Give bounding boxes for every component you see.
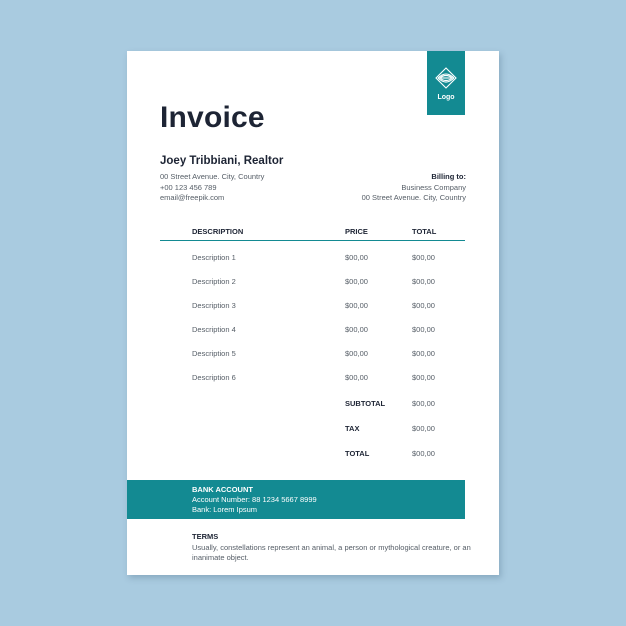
subtotal-value: $00,00 xyxy=(412,399,435,408)
row-price: $00,00 xyxy=(345,325,368,334)
row-total: $00,00 xyxy=(412,325,435,334)
table-row xyxy=(127,349,499,361)
subtotal-row xyxy=(127,399,499,411)
sender-details xyxy=(160,172,264,204)
bank-name: Bank: Lorem Ipsum xyxy=(192,505,258,514)
row-price: $00,00 xyxy=(345,301,368,310)
table-row xyxy=(127,325,499,337)
page-title: Invoice xyxy=(160,101,265,134)
header-total: TOTAL xyxy=(412,227,437,236)
sender-email: email@freepik.com xyxy=(160,193,225,202)
row-total: $00,00 xyxy=(412,349,435,358)
table-row xyxy=(127,253,499,265)
total-value: $00,00 xyxy=(412,449,435,458)
sender-name: Joey Tribbiani, Realtor xyxy=(160,155,284,167)
table-row xyxy=(127,373,499,385)
logo-block xyxy=(427,51,465,115)
header-price: PRICE xyxy=(345,227,368,236)
row-description: Description 3 xyxy=(192,301,236,310)
bank-account-band xyxy=(127,480,465,519)
row-price: $00,00 xyxy=(345,349,368,358)
row-total: $00,00 xyxy=(412,277,435,286)
logo-icon xyxy=(434,66,458,90)
table-header xyxy=(160,227,465,241)
row-price: $00,00 xyxy=(345,253,368,262)
billing-company: Business Company xyxy=(401,182,466,192)
billing-label: Billing to: xyxy=(431,172,466,181)
terms-section xyxy=(192,532,482,563)
tax-value: $00,00 xyxy=(412,424,435,433)
row-total: $00,00 xyxy=(412,301,435,310)
billing-details xyxy=(362,172,466,204)
table-row xyxy=(127,277,499,289)
row-description: Description 6 xyxy=(192,373,236,382)
sender-address: 00 Street Avenue. City, Country xyxy=(160,172,265,181)
total-label: TOTAL xyxy=(345,449,370,458)
total-row xyxy=(127,449,499,461)
logo-label: Logo xyxy=(437,93,455,101)
bank-account-number: Account Number: 88 1234 5667 8999 xyxy=(192,495,317,504)
row-description: Description 1 xyxy=(192,253,236,262)
terms-text: Usually, constellations represent an animal, a person or mythological creature, or an inanimate object. xyxy=(192,543,471,562)
header-description: DESCRIPTION xyxy=(192,227,244,236)
table-row xyxy=(127,301,499,313)
sender-phone: +00 123 456 789 xyxy=(160,182,217,192)
row-price: $00,00 xyxy=(345,373,368,382)
terms-title: TERMS xyxy=(192,532,219,541)
row-description: Description 5 xyxy=(192,349,236,358)
row-total: $00,00 xyxy=(412,373,435,382)
bank-account-title: BANK ACCOUNT xyxy=(192,485,253,494)
bank-account-details xyxy=(192,485,317,515)
tax-label: TAX xyxy=(345,424,360,433)
subtotal-label: SUBTOTAL xyxy=(345,399,386,408)
row-description: Description 4 xyxy=(192,325,236,334)
invoice-sheet xyxy=(127,51,499,575)
row-total: $00,00 xyxy=(412,253,435,262)
billing-address: 00 Street Avenue. City, Country xyxy=(361,193,466,202)
row-description: Description 2 xyxy=(192,277,236,286)
row-price: $00,00 xyxy=(345,277,368,286)
tax-row xyxy=(127,424,499,436)
